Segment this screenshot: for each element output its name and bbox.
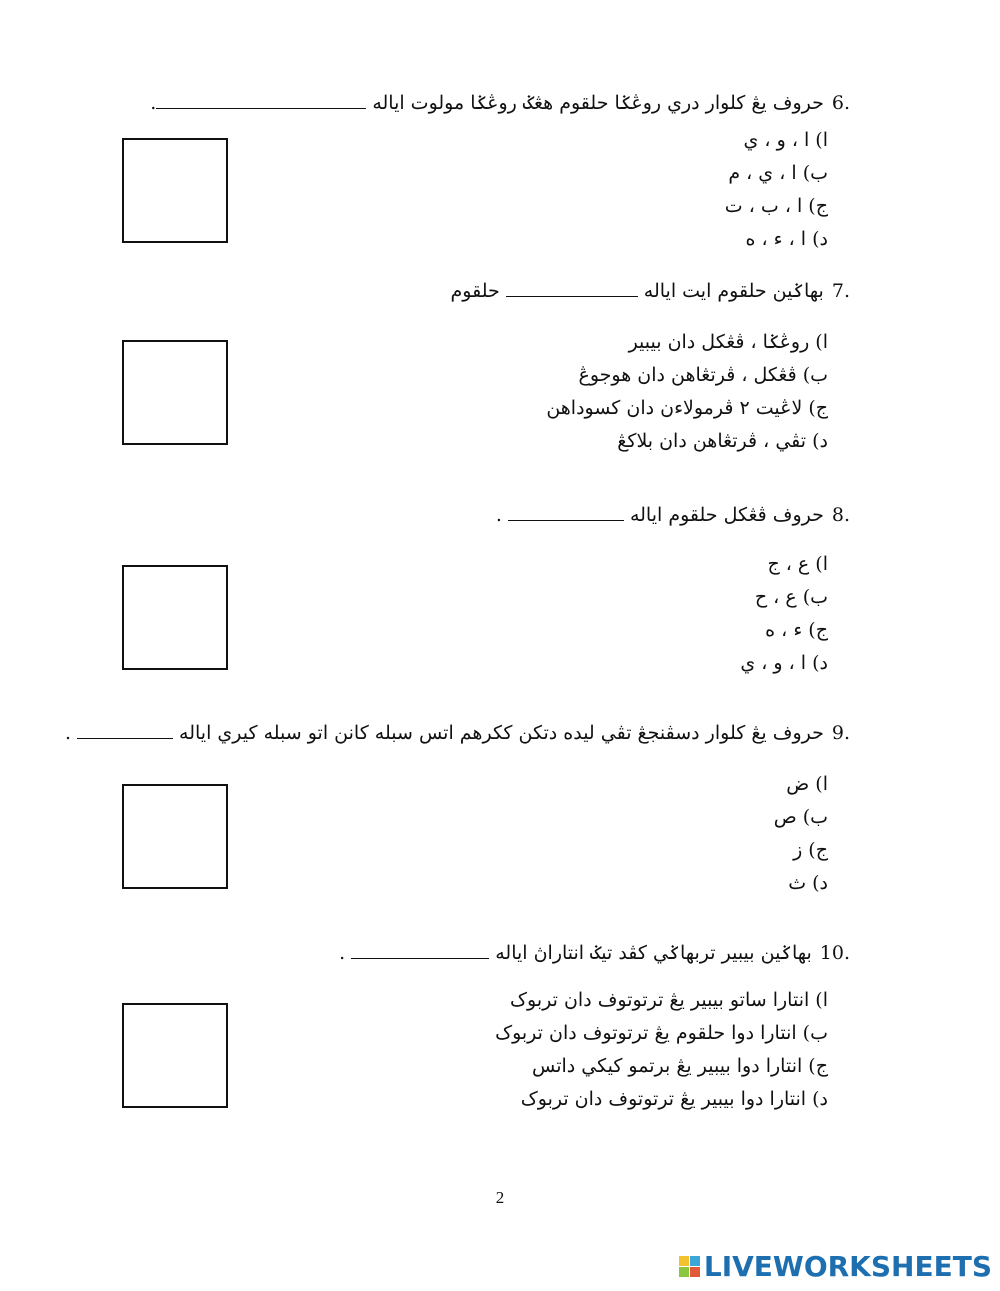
option-d: د) ا ، و ، ي [740, 652, 828, 674]
question-text: بهاݢين بيبير تربهاݢي کڤد تيݢ انتاراڽ اياله [495, 942, 812, 964]
option-a: ا) ع ، ج [767, 553, 828, 575]
question-line [339, 940, 850, 966]
option-a: ا) روڠݢا ، ڤڠکل دان بيبير [628, 331, 828, 353]
brand-name: LIVEWORKSHEETS [703, 1250, 992, 1283]
option-b: ب) ع ، ح [754, 586, 828, 608]
page-number: 2 [495, 1188, 505, 1207]
logo-square-3 [679, 1267, 689, 1277]
question-number: 10. [819, 942, 850, 964]
option-b: ب) انتارا دوا حلقوم يڠ ترتوتوف دان تربوک [495, 1022, 828, 1044]
option-c: ج) انتارا دوا بيبير يڠ برتمو کيکي داتس [531, 1055, 828, 1077]
answer-blank-line [77, 720, 173, 739]
question-suffix: . [495, 504, 502, 526]
answer-box[interactable] [122, 1003, 228, 1108]
question-suffix: . [64, 722, 72, 744]
question-text: حروف يڠ کلوار دري روڠݢا حلقوم هڠݢ روڠݢا مولوت اياله [372, 92, 824, 114]
options-list [740, 548, 828, 680]
options-list [495, 984, 828, 1116]
options-list [774, 768, 828, 900]
question-line [150, 90, 850, 116]
option-a: ا) انتارا ساتو بيبير يڠ ترتوتوف دان تربوک [510, 989, 828, 1011]
question-suffix: . [150, 92, 157, 114]
question-text: بهاݢين حلقوم ايت اياله [643, 280, 824, 302]
question-number: 8. [831, 504, 850, 526]
answer-blank-line [156, 90, 366, 109]
option-d: د) ث [788, 872, 828, 894]
logo-icon [679, 1256, 700, 1277]
question-text: حروف ڤڠکل حلقوم اياله [629, 504, 824, 526]
options-list [725, 124, 828, 256]
option-c: ج) ء ، ه [765, 619, 828, 641]
answer-box[interactable] [122, 340, 228, 445]
answer-box[interactable] [122, 565, 228, 670]
option-c: ج) لاڠيت ٢ ڤرمولاءن دان کسوداهن [546, 397, 828, 419]
question-line [496, 502, 850, 528]
question-suffix: . [339, 942, 346, 964]
answer-blank-line [351, 940, 489, 959]
question-line [65, 720, 850, 746]
question-number: 6. [831, 92, 850, 114]
question-number: 9. [831, 722, 850, 744]
logo-square-4 [690, 1267, 700, 1277]
logo-square-1 [679, 1256, 689, 1266]
question-line [451, 278, 850, 304]
option-d: د) انتارا دوا بيبير يڠ ترتوتوف دان تربوک [520, 1088, 828, 1110]
answer-box[interactable] [122, 138, 228, 243]
answer-blank-line [508, 502, 624, 521]
option-b: ب) ا ، ي ، م [728, 162, 828, 184]
option-b: ب) ص [773, 806, 828, 828]
option-d: د) ا ، ء ، ه [745, 228, 828, 250]
logo-square-2 [690, 1256, 700, 1266]
liveworksheets-logo[interactable] [679, 1250, 992, 1283]
option-a: ا) ض [786, 773, 828, 795]
question-number: 7. [831, 280, 850, 302]
answer-box[interactable] [122, 784, 228, 889]
option-a: ا) ا ، و ، ي [743, 129, 828, 151]
question-text: حروف يڠ کلوار دسڤنجڠ تڤي ليده دتکن ککرهم اتس سبله کانن اتو سبله کيري اياله [179, 722, 824, 744]
options-list [546, 326, 828, 458]
option-b: ب) ڤڠکل ، ڤرتڠاهن دان هوجوڠ [578, 364, 828, 386]
option-d: د) تڤي ، ڤرتڠاهن دان بلاکڠ [617, 430, 828, 452]
option-c: ج) ز [793, 839, 828, 861]
option-c: ج) ا ، ب ، ت [724, 195, 828, 217]
answer-blank-line [506, 278, 638, 297]
question-suffix: حلقوم [450, 280, 500, 302]
